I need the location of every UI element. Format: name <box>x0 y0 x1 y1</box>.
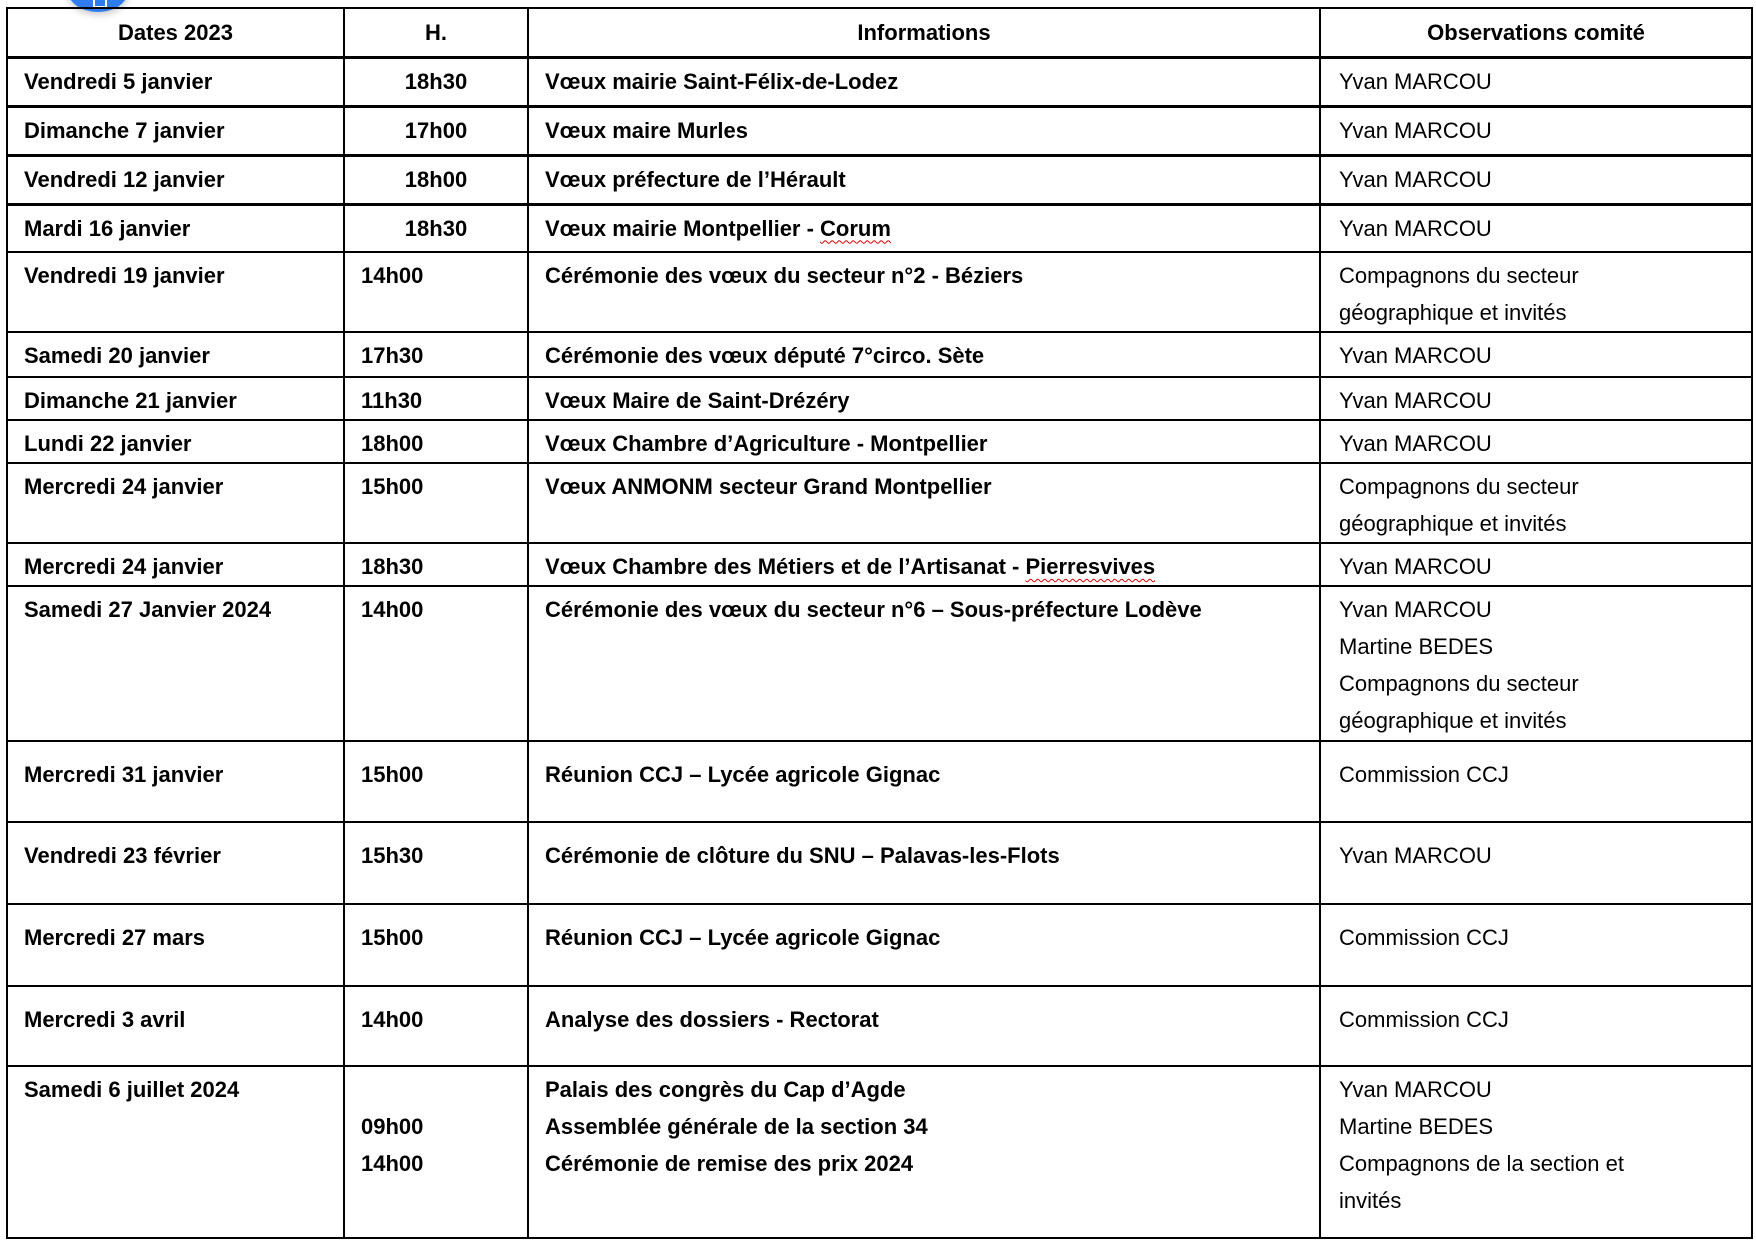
time-cell <box>344 586 528 741</box>
date-cell <box>7 986 344 1066</box>
table-row <box>7 377 1752 420</box>
header-informations: Informations <box>528 8 1320 57</box>
time-cell <box>344 463 528 543</box>
observation-line: Compagnons du secteur <box>1339 671 1579 696</box>
observation-line: géographique et invités <box>1339 511 1567 536</box>
info-cell <box>528 543 1320 586</box>
event-info: Vœux Maire de Saint-Drézéry <box>545 388 850 413</box>
observation-line: Yvan MARCOU <box>1339 117 1492 143</box>
event-info: Réunion CCJ – Lycée agricole Gignac <box>545 762 941 787</box>
event-info-text: Vœux Chambre des Métiers et de l’Artisanat - <box>545 554 1026 579</box>
table-row <box>7 986 1752 1066</box>
event-info: Cérémonie de clôture du SNU – Palavas-les-Flots <box>545 843 1060 868</box>
observations-cell <box>1320 586 1752 741</box>
observations-cell <box>1320 155 1752 204</box>
date-cell <box>7 741 344 822</box>
event-info: Cérémonie des vœux du secteur n°2 - Béziers <box>545 263 1024 288</box>
events-table <box>6 7 1753 1239</box>
info-cell <box>528 377 1320 420</box>
time-cell <box>344 155 528 204</box>
time-cell <box>344 543 528 586</box>
table-header-row <box>7 8 1752 57</box>
event-time: 14h00 <box>361 1007 424 1032</box>
spellcheck-word: Corum <box>820 215 891 241</box>
observation-line: Martine BEDES <box>1339 634 1494 659</box>
observation-line: Yvan MARCOU <box>1339 166 1492 192</box>
header-dates: Dates 2023 <box>7 8 344 57</box>
event-date: Vendredi 12 janvier <box>24 166 225 192</box>
event-date: Vendredi 19 janvier <box>24 263 225 288</box>
table-row <box>7 1066 1752 1238</box>
event-info: Vœux préfecture de l’Hérault <box>545 166 846 192</box>
event-date: Mercredi 24 janvier <box>24 474 224 499</box>
event-info: Analyse des dossiers - Rectorat <box>545 1007 879 1032</box>
time-cell <box>344 904 528 986</box>
info-cell <box>528 986 1320 1066</box>
observations-cell <box>1320 543 1752 586</box>
event-time: 17h30 <box>361 343 424 368</box>
date-cell <box>7 904 344 986</box>
event-time: 18h00 <box>361 431 424 456</box>
observations-cell <box>1320 986 1752 1066</box>
observation-line: Yvan MARCOU <box>1339 215 1492 241</box>
event-time: 18h30 <box>404 215 468 241</box>
event-info-text: Vœux mairie Montpellier - <box>545 215 821 241</box>
date-cell <box>7 420 344 463</box>
info-cell <box>528 252 1320 332</box>
date-cell <box>7 332 344 377</box>
observations-cell <box>1320 741 1752 822</box>
date-cell <box>7 463 344 543</box>
header-observations: Observations comité <box>1320 8 1752 57</box>
table-row <box>7 155 1752 204</box>
date-cell <box>7 822 344 904</box>
event-time <box>361 1071 511 1108</box>
observation-line: Yvan MARCOU <box>1339 597 1492 622</box>
event-info: Vœux mairie Saint-Félix-de-Lodez <box>545 68 899 94</box>
observations-cell <box>1320 904 1752 986</box>
event-info: Réunion CCJ – Lycée agricole Gignac <box>545 925 941 950</box>
event-time: 17h00 <box>404 117 468 143</box>
event-date: Mardi 16 janvier <box>24 215 191 241</box>
event-time: 15h00 <box>361 925 424 950</box>
info-cell <box>528 420 1320 463</box>
time-cell <box>344 332 528 377</box>
event-info: Palais des congrès du Cap d’Agde <box>545 1077 906 1102</box>
event-time: 14h00 <box>361 1151 424 1176</box>
info-cell <box>528 463 1320 543</box>
time-cell <box>344 57 528 106</box>
table-row <box>7 543 1752 586</box>
table-row <box>7 332 1752 377</box>
event-date: Dimanche 7 janvier <box>24 117 225 143</box>
observation-line: géographique et invités <box>1339 708 1567 733</box>
observation-line: invités <box>1339 1188 1402 1213</box>
spellcheck-word: Pierresvives <box>1025 554 1156 579</box>
date-cell <box>7 586 344 741</box>
event-date: Vendredi 5 janvier <box>24 68 213 94</box>
event-time: 18h30 <box>404 68 468 94</box>
observations-cell <box>1320 377 1752 420</box>
date-cell <box>7 543 344 586</box>
event-info: Cérémonie de remise des prix 2024 <box>545 1151 914 1176</box>
table-row <box>7 463 1752 543</box>
observations-cell <box>1320 252 1752 332</box>
event-info <box>545 548 1303 585</box>
table-row <box>7 106 1752 155</box>
info-cell <box>528 1066 1320 1238</box>
date-cell <box>7 1066 344 1238</box>
date-cell <box>7 204 344 252</box>
date-cell <box>7 57 344 106</box>
table-row <box>7 586 1752 741</box>
observation-line: Yvan MARCOU <box>1339 68 1492 94</box>
time-cell <box>344 377 528 420</box>
observations-cell <box>1320 204 1752 252</box>
info-cell <box>528 586 1320 741</box>
time-cell <box>344 252 528 332</box>
date-cell <box>7 377 344 420</box>
event-info: Vœux Chambre d’Agriculture - Montpellier <box>545 431 988 456</box>
table-row <box>7 420 1752 463</box>
time-cell <box>344 106 528 155</box>
date-cell <box>7 106 344 155</box>
time-cell <box>344 420 528 463</box>
observation-line: Yvan MARCOU <box>1339 431 1492 456</box>
event-date: Mercredi 31 janvier <box>24 762 224 787</box>
observation-line: Yvan MARCOU <box>1339 1077 1492 1102</box>
observation-line: Yvan MARCOU <box>1339 554 1492 579</box>
event-date: Mercredi 3 avril <box>24 1007 186 1032</box>
table-row <box>7 904 1752 986</box>
event-date: Mercredi 24 janvier <box>24 554 224 579</box>
event-time: 18h00 <box>404 166 468 192</box>
info-cell <box>528 204 1320 252</box>
observations-cell <box>1320 106 1752 155</box>
info-cell <box>528 57 1320 106</box>
info-cell <box>528 155 1320 204</box>
observations-cell <box>1320 57 1752 106</box>
event-info <box>545 210 1303 247</box>
event-time: 14h00 <box>361 263 424 288</box>
observation-line: Yvan MARCOU <box>1339 388 1492 413</box>
observation-line: Commission CCJ <box>1339 925 1509 950</box>
observation-line: Commission CCJ <box>1339 762 1509 787</box>
event-time: 11h30 <box>361 388 423 413</box>
time-cell <box>344 204 528 252</box>
event-info: Assemblée générale de la section 34 <box>545 1114 928 1139</box>
info-cell <box>528 904 1320 986</box>
observations-cell <box>1320 420 1752 463</box>
observation-line: Commission CCJ <box>1339 1007 1509 1032</box>
observation-line: Martine BEDES <box>1339 1114 1494 1139</box>
table-row <box>7 252 1752 332</box>
observations-cell <box>1320 463 1752 543</box>
event-date: Vendredi 23 février <box>24 843 221 868</box>
event-info: Cérémonie des vœux du secteur n°6 – Sous-préfecture Lodève <box>545 597 1202 622</box>
info-cell <box>528 332 1320 377</box>
observations-cell <box>1320 822 1752 904</box>
table-row <box>7 741 1752 822</box>
event-date: Samedi 20 janvier <box>24 343 210 368</box>
event-date: Mercredi 27 mars <box>24 925 205 950</box>
table-row <box>7 204 1752 252</box>
header-hour: H. <box>344 8 528 57</box>
observation-line: géographique et invités <box>1339 300 1567 325</box>
event-info: Cérémonie des vœux député 7°circo. Sète <box>545 343 985 368</box>
event-date: Lundi 22 janvier <box>24 431 192 456</box>
event-time: 14h00 <box>361 597 424 622</box>
observation-line: Yvan MARCOU <box>1339 343 1492 368</box>
observations-cell <box>1320 1066 1752 1238</box>
time-cell <box>344 986 528 1066</box>
time-cell <box>344 822 528 904</box>
event-time: 15h00 <box>361 762 424 787</box>
event-date: Samedi 27 Janvier 2024 <box>24 597 272 622</box>
observation-line: Compagnons du secteur <box>1339 263 1579 288</box>
event-time: 18h30 <box>361 554 424 579</box>
event-info: Vœux maire Murles <box>545 117 748 143</box>
info-cell <box>528 106 1320 155</box>
info-cell <box>528 741 1320 822</box>
table-row <box>7 57 1752 106</box>
observation-line: Compagnons de la section et <box>1339 1151 1624 1176</box>
time-cell <box>344 741 528 822</box>
observation-line: Yvan MARCOU <box>1339 843 1492 868</box>
event-time: 15h00 <box>361 474 424 499</box>
observations-cell <box>1320 332 1752 377</box>
event-time: 15h30 <box>361 843 424 868</box>
event-info: Vœux ANMONM secteur Grand Montpellier <box>545 474 992 499</box>
table-row <box>7 822 1752 904</box>
event-time: 09h00 <box>361 1114 424 1139</box>
event-date: Samedi 6 juillet 2024 <box>24 1077 240 1102</box>
date-cell <box>7 155 344 204</box>
event-date: Dimanche 21 janvier <box>24 388 237 413</box>
observation-line: Compagnons du secteur <box>1339 474 1579 499</box>
info-cell <box>528 822 1320 904</box>
date-cell <box>7 252 344 332</box>
time-cell <box>344 1066 528 1238</box>
